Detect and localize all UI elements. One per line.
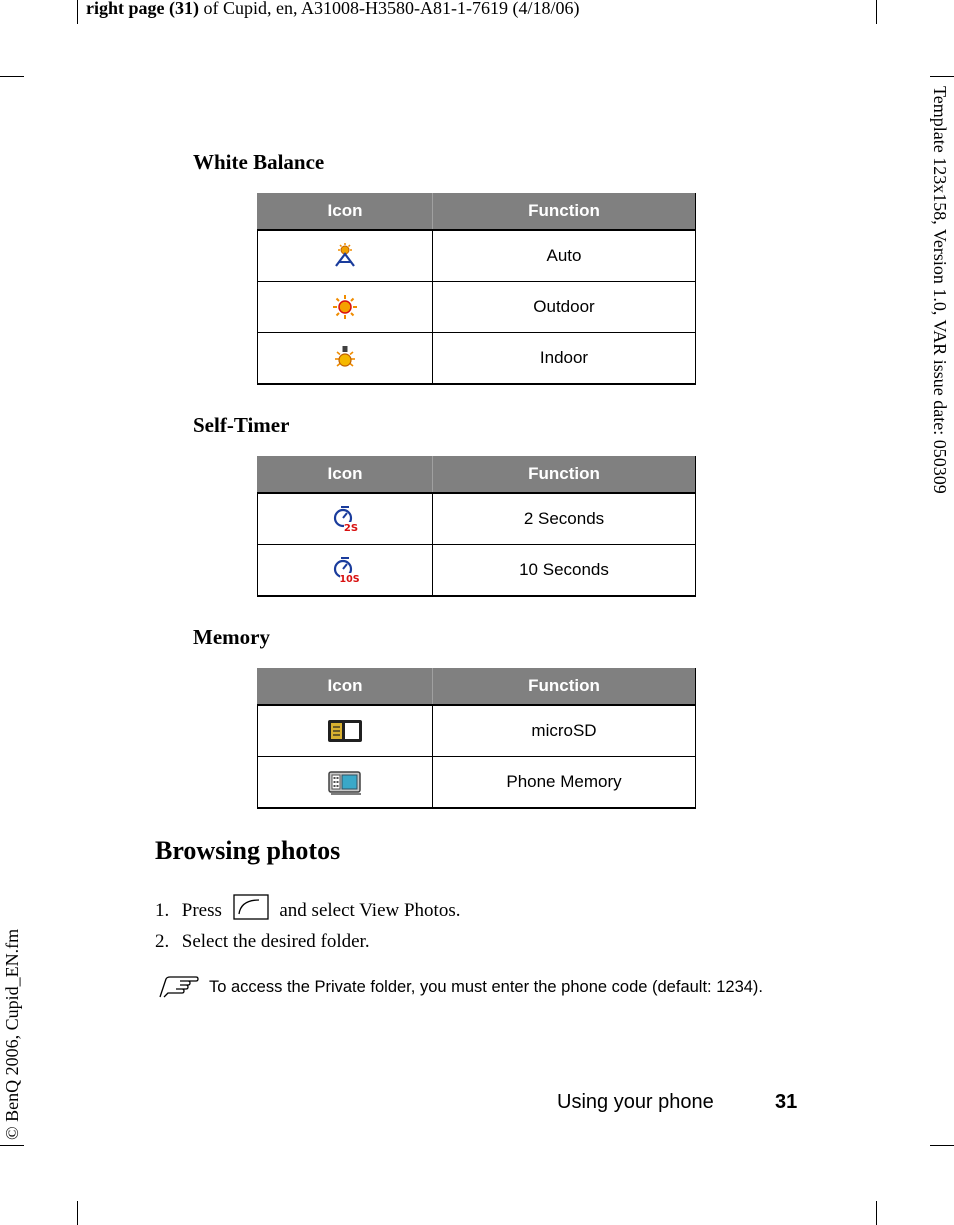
crop-mark xyxy=(930,76,954,77)
memory-title: Memory xyxy=(193,625,270,649)
table-header-row xyxy=(258,668,696,705)
copyright-info: © BenQ 2006, Cupid_EN.fm xyxy=(2,928,22,1140)
svg-text:2S: 2S xyxy=(343,523,359,533)
browsing-photos-heading: Browsing photos xyxy=(155,836,341,865)
wb-indoor-bulb-icon xyxy=(330,345,360,371)
col-function-header: Function xyxy=(433,456,696,493)
header-doc-info: of Cupid, en, A31008-H3580-A81-1-7619 (4/18/06) xyxy=(198,0,580,18)
crop-mark xyxy=(930,1145,954,1146)
memory-table xyxy=(257,668,696,809)
footer-section-name: Using your phone xyxy=(557,1091,714,1113)
white-balance-table xyxy=(257,193,696,385)
template-info: Template 123x158, Version 1.0, VAR issue date: 050309 xyxy=(930,86,950,494)
table-row xyxy=(258,230,696,282)
col-icon-header: Icon xyxy=(258,456,433,493)
col-function-header: Function xyxy=(433,193,696,230)
crop-mark xyxy=(0,76,24,77)
step-text: Select the desired folder. xyxy=(181,931,370,952)
function-cell: 2 Seconds xyxy=(433,493,696,545)
step-number: 2. xyxy=(155,931,170,952)
table-row xyxy=(258,333,696,385)
note-text: To access the Private folder, you must enter the phone code (default: 1234). xyxy=(209,978,763,996)
step-number: 1. xyxy=(155,900,170,921)
wb-auto-icon xyxy=(330,243,360,269)
function-cell: microSD xyxy=(433,705,696,757)
timer-2s-icon xyxy=(330,505,360,533)
self-timer-title: Self-Timer xyxy=(193,413,290,437)
footer-page-number: 31 xyxy=(775,1091,798,1113)
function-cell: Outdoor xyxy=(433,282,696,333)
crop-mark xyxy=(0,1145,24,1146)
table-row xyxy=(258,493,696,545)
step-text: Press xyxy=(181,900,222,921)
svg-text:10S: 10S xyxy=(339,574,360,584)
white-balance-title: White Balance xyxy=(193,150,325,174)
col-icon-header: Icon xyxy=(258,668,433,705)
self-timer-table xyxy=(257,456,696,597)
function-cell: Auto xyxy=(433,230,696,282)
header-page-ref: right page (31) xyxy=(86,0,199,18)
left-softkey-icon xyxy=(233,894,269,920)
crop-mark xyxy=(77,0,78,24)
crop-mark xyxy=(876,0,877,24)
step-2 xyxy=(155,931,370,953)
function-cell: Indoor xyxy=(433,333,696,385)
table-row xyxy=(258,545,696,597)
print-header xyxy=(86,0,579,19)
timer-10s-icon xyxy=(330,556,360,584)
crop-mark xyxy=(876,1201,877,1225)
step-1 xyxy=(155,894,460,922)
function-cell: Phone Memory xyxy=(433,757,696,809)
table-row xyxy=(258,282,696,333)
wb-outdoor-sun-icon xyxy=(330,294,360,320)
col-function-header: Function xyxy=(433,668,696,705)
table-header-row xyxy=(258,193,696,230)
crop-mark xyxy=(77,1201,78,1225)
pointing-hand-note-icon xyxy=(158,975,200,999)
col-icon-header: Icon xyxy=(258,193,433,230)
table-row xyxy=(258,757,696,809)
step-text: and select View Photos. xyxy=(279,900,461,921)
microsd-card-icon xyxy=(327,718,363,744)
function-cell: 10 Seconds xyxy=(433,545,696,597)
table-header-row xyxy=(258,456,696,493)
table-row xyxy=(258,705,696,757)
phone-memory-icon xyxy=(327,769,363,795)
